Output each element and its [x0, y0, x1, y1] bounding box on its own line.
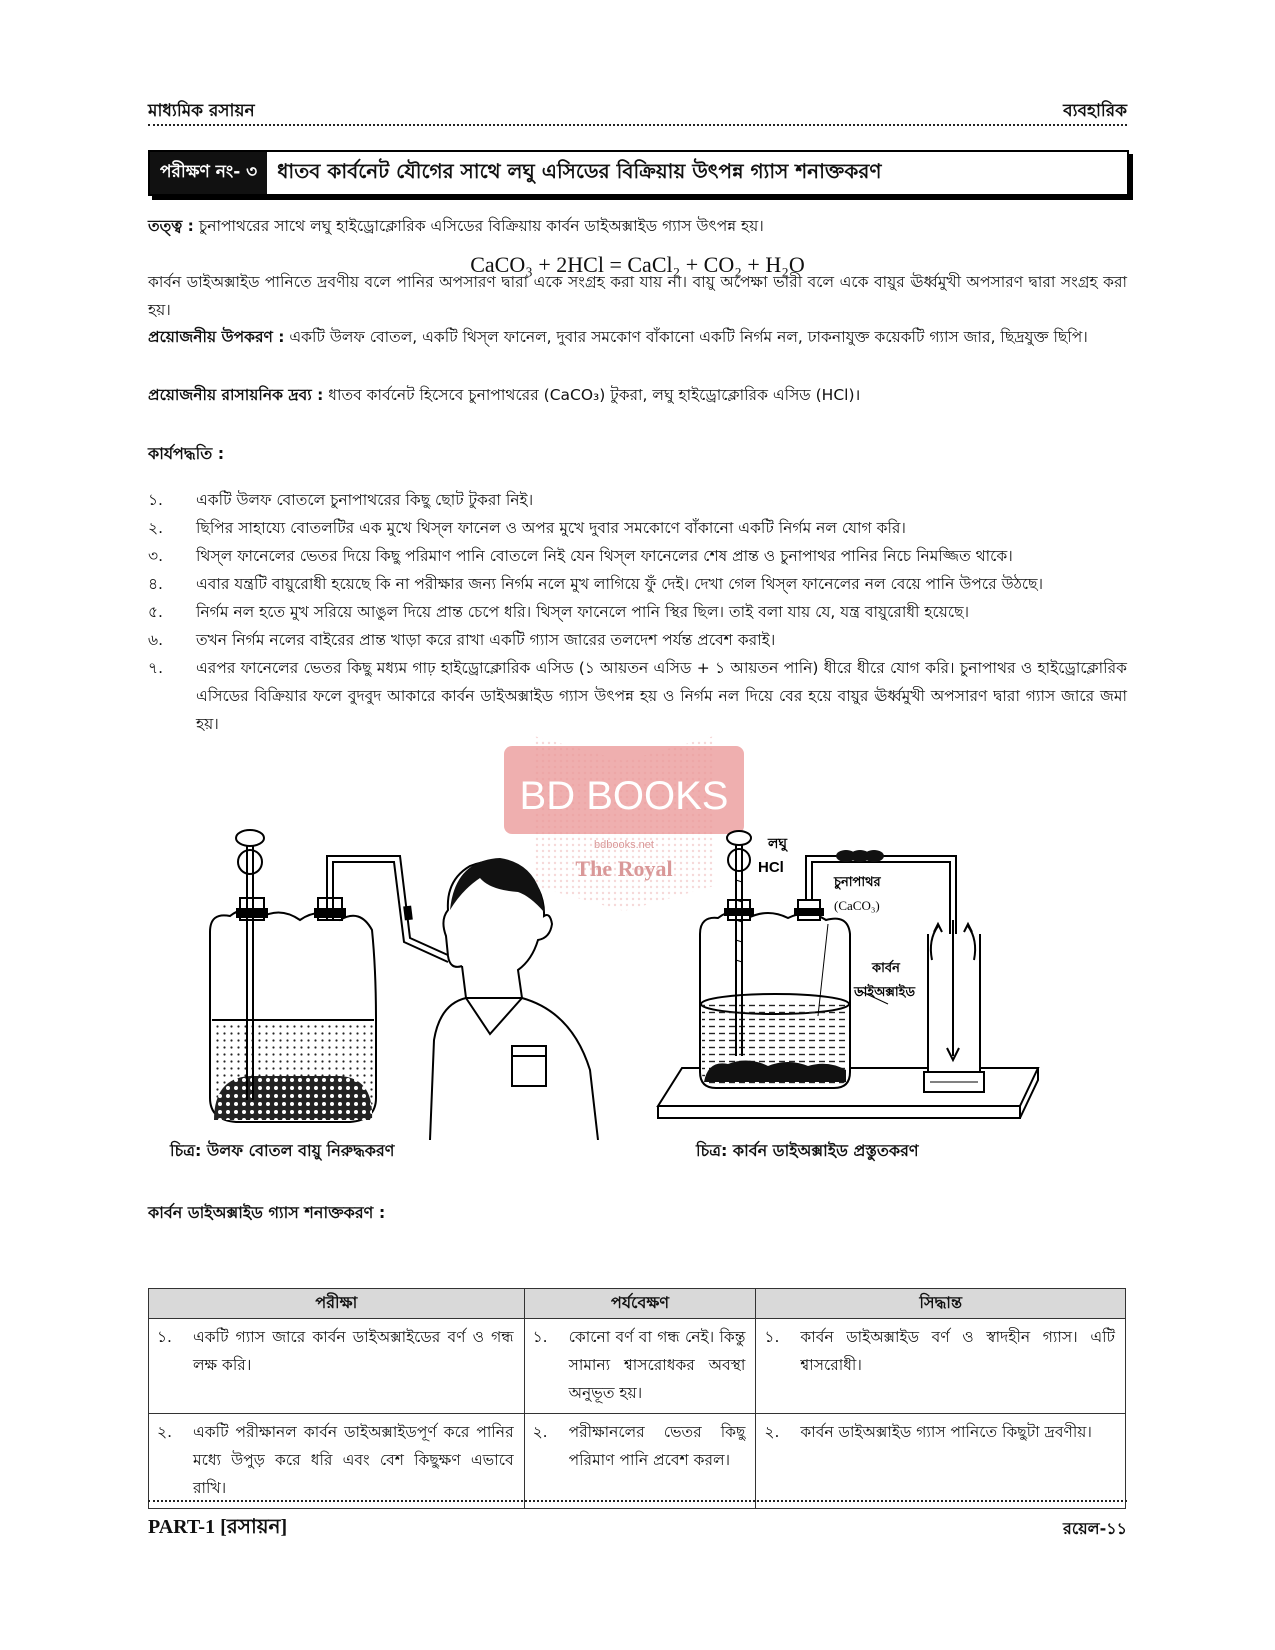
- footer-part-label: PART-1 [রসায়ন]: [148, 1516, 288, 1538]
- step-text: এবার যন্ত্রটি বায়ুরোধী হয়েছে কি না পরীক্ষার জন্য নির্গম নলে মুখ লাগিয়ে ফুঁ দেই। দেখা গেল থিস্‌ল ফানেলের নল বেয়ে পানি উপরে উঠছে।: [196, 575, 1044, 593]
- figure-woulfe-bottle-airtight: [200, 820, 600, 1140]
- column-header-observation: পর্যবেক্ষণ: [524, 1289, 756, 1319]
- test-cell: [149, 1414, 525, 1509]
- procedure-step: [148, 514, 1127, 542]
- procedure-step: [148, 626, 1127, 654]
- step-number: ৫.: [148, 603, 163, 621]
- label-co2-line2: ডাইঅক্সাইড: [854, 985, 916, 1000]
- step-number: ২.: [148, 519, 164, 537]
- apparatus-label: প্রয়োজনীয় উপকরণ :: [148, 328, 285, 346]
- chemicals-text: ধাতব কার্বনেট হিসেবে চুনাপাথরের (CaCO₃) টুকরা, লঘু হাইড্রোক্লোরিক এসিড (HCl)।: [328, 386, 861, 404]
- cell-text: একটি গ্যাস জারে কার্বন ডাইঅক্সাইডের বর্ণ ও গন্ধ লক্ষ করি।: [193, 1328, 514, 1374]
- theory-label: তত্ত্ব :: [148, 217, 194, 235]
- conclusion-cell: [756, 1414, 1126, 1509]
- cell-number: ২.: [157, 1423, 173, 1441]
- conclusion-cell: [756, 1319, 1126, 1414]
- column-header-conclusion: সিদ্ধান্ত: [756, 1289, 1126, 1319]
- test-cell: [149, 1319, 525, 1414]
- step-text: ছিপির সাহায্যে বোতলটির এক মুখে থিস্‌ল ফানেল ও অপর মুখে দুবার সমকোণে বাঁকানো একটি নির্গম নল যোগ করি।: [196, 519, 906, 537]
- procedure-heading: কার্যপদ্ধতি :: [148, 444, 225, 463]
- figure-caption-left: চিত্র: উলফ বোতল বায়ু নিরুদ্ধকরণ: [170, 1141, 395, 1160]
- experiment-number: পরীক্ষণ নং- ৩: [150, 152, 267, 194]
- step-number: ৭.: [148, 659, 164, 677]
- watermark-sub: The Royal: [575, 856, 673, 881]
- procedure-list: [148, 486, 1127, 738]
- chemicals-paragraph: [148, 381, 1127, 409]
- procedure-step: [148, 570, 1127, 598]
- step-number: ৪.: [148, 575, 163, 593]
- cell-number: ১.: [532, 1328, 548, 1346]
- experiment-title: ধাতব কার্বনেট যৌগের সাথে লঘু এসিডের বিক্রিয়ায় উৎপন্ন গ্যাস শনাক্তকরণ: [277, 158, 882, 183]
- label-co2-line1: কার্বন: [872, 961, 900, 976]
- procedure-step: [148, 598, 1127, 626]
- header-divider: [148, 124, 1127, 126]
- footer-divider: [148, 1500, 1127, 1502]
- experiment-title-box: [148, 150, 1129, 196]
- step-text: একটি উলফ বোতলে চুনাপাথরের কিছু ছোট টুকরা নিই।: [196, 491, 534, 509]
- step-number: ১.: [148, 491, 163, 509]
- column-header-test: পরীক্ষা: [149, 1289, 525, 1319]
- step-text: এরপর ফানেলের ভেতর কিছু মধ্যম গাঢ় হাইড্রোক্লোরিক এসিড (১ আয়তন এসিড + ১ আয়তন পানি) ধীরে ধীরে যোগ করি। চুনাপাথর ও হাইড্রোক্লোরিক এসিডের বিক্রিয়ার ফলে বুদবুদ আকারে কার্বন ডাইঅক্সাইড গ্যাস উৎপন্ন হয় ও নির্গম নল দিয়ে বের হয়ে বায়ুর ঊর্ধ্বমুখী অপসারণ দ্বারা গ্যাস জারে জমা হয়।: [196, 659, 1127, 733]
- label-caco3: (CaCO₃): [834, 898, 880, 913]
- cell-number: ১.: [157, 1328, 172, 1346]
- cell-number: ২.: [764, 1423, 780, 1441]
- chemicals-label: প্রয়োজনীয় রাসায়নিক দ্রব্য :: [148, 386, 324, 404]
- figure-co2-preparation: [648, 820, 1078, 1140]
- watermark-brand: BD BOOKS: [519, 774, 729, 818]
- identification-table: [148, 1288, 1126, 1509]
- running-header-right: ব্যবহারিক: [1063, 101, 1127, 121]
- running-header-left: মাধ্যমিক রসায়ন: [148, 101, 255, 121]
- apparatus-paragraph: [148, 323, 1127, 351]
- cell-number: ২.: [532, 1423, 548, 1441]
- figure-caption-right: চিত্র: কার্বন ডাইঅক্সাইড প্রস্তুতকরণ: [696, 1141, 919, 1160]
- procedure-step: [148, 486, 1127, 514]
- cell-text: কার্বন ডাইঅক্সাইড গ্যাস পানিতে কিছুটা দ্রবণীয়।: [800, 1423, 1092, 1441]
- label-limestone: চুনাপাথর: [834, 875, 881, 890]
- identification-heading: কার্বন ডাইঅক্সাইড গ্যাস শনাক্তকরণ :: [148, 1203, 386, 1222]
- cell-number: ১.: [764, 1328, 780, 1346]
- label-hcl: HCl: [758, 859, 784, 876]
- table-row: [149, 1319, 1126, 1414]
- theory-paragraph: [148, 212, 1127, 240]
- step-number: ৬.: [148, 631, 164, 649]
- collection-note: কার্বন ডাইঅক্সাইড পানিতে দ্রবণীয় বলে পানির অপসারণ দ্বারা একে সংগ্রহ করা যায় না। বায়ু অপেক্ষা ভারী বলে একে বায়ুর ঊর্ধ্বমুখী অপসারণ দ্বারা সংগ্রহ করা হয়।: [148, 273, 1127, 319]
- page-number: রয়েল-১১: [1063, 1519, 1127, 1538]
- table-row: [149, 1414, 1126, 1509]
- procedure-step: [148, 542, 1127, 570]
- step-text: তখন নির্গম নলের বাইরের প্রান্ত খাড়া করে রাখা একটি গ্যাস জারের তলদেশ পর্যন্ত প্রবেশ করাই।: [196, 631, 776, 649]
- reaction-equation: CaCO₃ + 2HCl = CaCl₂ + CO₂ + H₂O: [470, 252, 805, 277]
- cell-text: পরীক্ষানলের ভেতর কিছু পরিমাণ পানি প্রবেশ করল।: [568, 1423, 746, 1469]
- apparatus-text: একটি উলফ বোতল, একটি থিস্‌ল ফানেল, দুবার সমকোণ বাঁকানো একটি নির্গম নল, ঢাকনাযুক্ত কয়েকটি গ্যাস জার, ছিদ্রযুক্ত ছিপি।: [289, 328, 1088, 346]
- observation-cell: [524, 1319, 756, 1414]
- cell-text: একটি পরীক্ষানল কার্বন ডাইঅক্সাইডপূর্ণ করে পানির মধ্যে উপুড় করে ধরি এবং বেশ কিছুক্ষণ এভাবে রাখি।: [193, 1423, 514, 1497]
- label-dilute: লঘু: [768, 836, 788, 852]
- cell-text: কোনো বর্ণ বা গন্ধ নেই। কিন্তু সামান্য শ্বাসরোধকর অবস্থা অনুভূত হয়।: [568, 1328, 746, 1402]
- step-text: থিস্‌ল ফানেলের ভেতর দিয়ে কিছু পরিমাণ পানি বোতলে নিই যেন থিস্‌ল ফানেলের শেষ প্রান্ত ও চুনাপাথর পানির নিচে নিমজ্জিত থাকে।: [196, 547, 1013, 565]
- step-text: নির্গম নল হতে মুখ সরিয়ে আঙুল দিয়ে প্রান্ত চেপে ধরি। থিস্‌ল ফানেলে পানি স্থির ছিল। তাই বলা যায় যে, যন্ত্র বায়ুরোধী হয়েছে।: [196, 603, 970, 621]
- table-header-row: [149, 1289, 1126, 1319]
- watermark-site: bdbooks.net: [594, 839, 654, 851]
- observation-cell: [524, 1414, 756, 1509]
- step-number: ৩.: [148, 547, 164, 565]
- theory-text: চুনাপাথরের সাথে লঘু হাইড্রোক্লোরিক এসিডের বিক্রিয়ায় কার্বন ডাইঅক্সাইড গ্যাস উৎপন্ন হয়।: [198, 217, 764, 235]
- cell-text: কার্বন ডাইঅক্সাইড বর্ণ ও স্বাদহীন গ্যাস। এটি শ্বাসরোধী।: [800, 1328, 1115, 1374]
